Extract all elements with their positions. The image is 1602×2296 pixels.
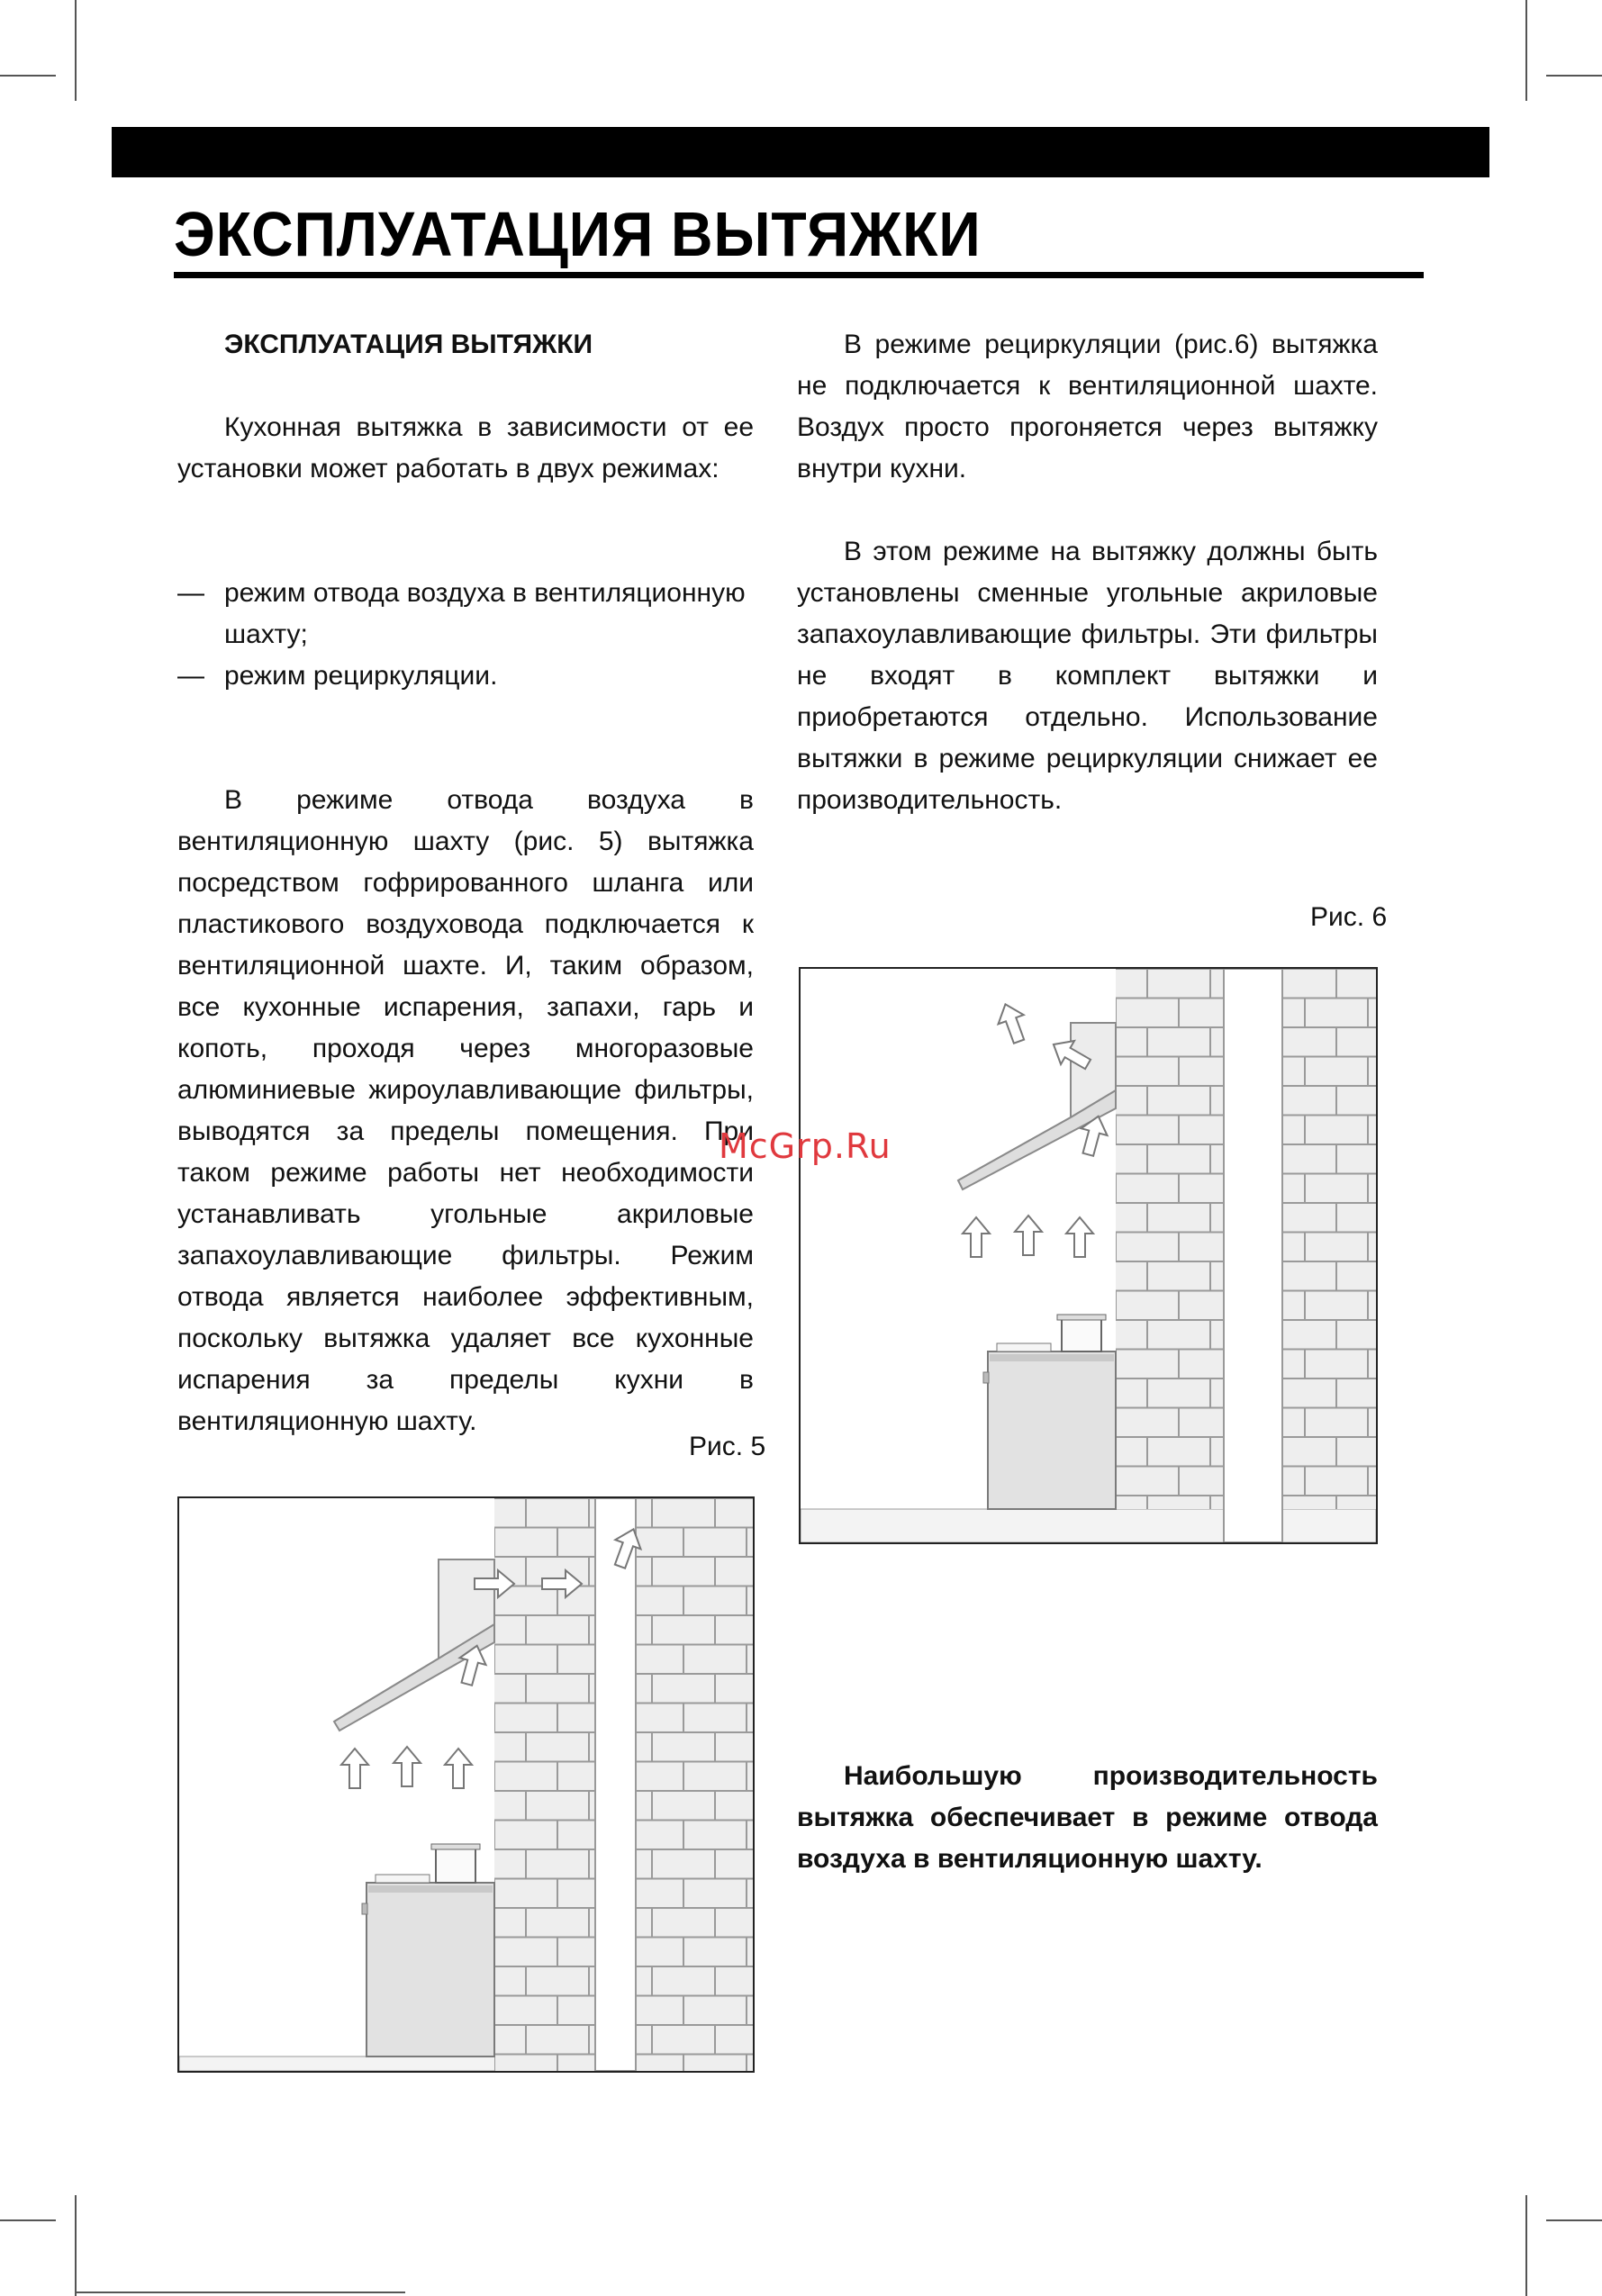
exhaust-mode-paragraph: В режиме отвода воздуха в вентиляционную шахту (рис. 5) вытяжка посредством гофрированного шланга или пластикового воздуховода подключается к вентиляционной шахте. И, таким образом, все кухонные испарения, запахи, гарь и копоть, проходя через многоразовые алюминиевые жироулавливающие фильтры, выводятся за пределы помещения. При таком режиме работы нет необходимости устанавливать угольные акриловые запахоулавливающие фильтры. Режим отвода является наиболее эффективным, поскольку вытяжка удаляет все кухонные испарения за пределы кухни в вентиляционную шахту.	[177, 785, 754, 1436]
list-dash: —	[177, 578, 204, 608]
section-heading: ЭКСПЛУАТАЦИЯ ВЫТЯЖКИ	[224, 330, 593, 359]
crop-mark	[1525, 0, 1527, 101]
list-item-text: режим рециркуляции.	[224, 661, 498, 691]
intro-paragraph: Кухонная вытяжка в зависимости от ее установки может работать в двух режимах:	[177, 412, 754, 484]
crop-mark	[77, 2291, 405, 2293]
list-item-text: режим отвода воздуха в вентиляционную шахту;	[224, 578, 746, 649]
crop-mark	[75, 2195, 77, 2296]
airflow-arrow-icon	[992, 999, 1031, 1046]
crop-mark	[1546, 2219, 1602, 2221]
watermark: McGrp.Ru	[719, 1126, 892, 1166]
airflow-arrow-icon	[394, 1747, 421, 1786]
crop-mark	[0, 75, 56, 77]
recirculation-paragraph: В режиме рециркуляции (рис.6) вытяжка не подключается к вентиляционной шахте. Воздух просто прогоняется через вытяжку внутри кухни.	[797, 330, 1378, 484]
filters-paragraph: В этом режиме на вытяжку должны быть установлены сменные угольные акриловые запахоулавливающие фильтры. Эти фильтры не входят в комплект вытяжки и приобретаются отдельно. Использование вытяжки в режиме рециркуляции снижает ее производительность.	[797, 537, 1378, 815]
conclusion-block	[797, 1756, 1378, 1880]
page-title: ЭКСПЛУАТАЦИЯ ВЫТЯЖКИ	[174, 199, 982, 269]
title-underline	[174, 272, 1424, 278]
list-item	[177, 573, 754, 655]
airflow-arrow-icon	[963, 1217, 990, 1257]
figure-5-caption: Рис. 5	[689, 1432, 766, 1461]
crop-mark	[0, 2219, 56, 2221]
crop-mark	[1546, 75, 1602, 77]
crop-mark	[1525, 2195, 1527, 2296]
figure-5-exhaust-diagram	[177, 1496, 755, 2073]
conclusion-paragraph: Наибольшую производительность вытяжка обеспечивает в режиме отвода воздуха в вентиляционную шахту.	[797, 1761, 1378, 1874]
airflow-arrow-icon	[1015, 1216, 1042, 1255]
list-dash: —	[177, 661, 204, 691]
figure-6-caption: Рис. 6	[1310, 902, 1388, 932]
right-column	[797, 324, 1378, 821]
header-bar	[112, 127, 1489, 177]
airflow-arrow-icon	[445, 1749, 472, 1788]
crop-mark	[75, 0, 77, 101]
list-item	[177, 655, 754, 697]
airflow-arrow-icon	[1066, 1217, 1093, 1257]
left-column	[177, 324, 754, 1442]
figure-6-recirculation-diagram	[799, 967, 1378, 1544]
airflow-arrow-icon	[341, 1749, 368, 1788]
